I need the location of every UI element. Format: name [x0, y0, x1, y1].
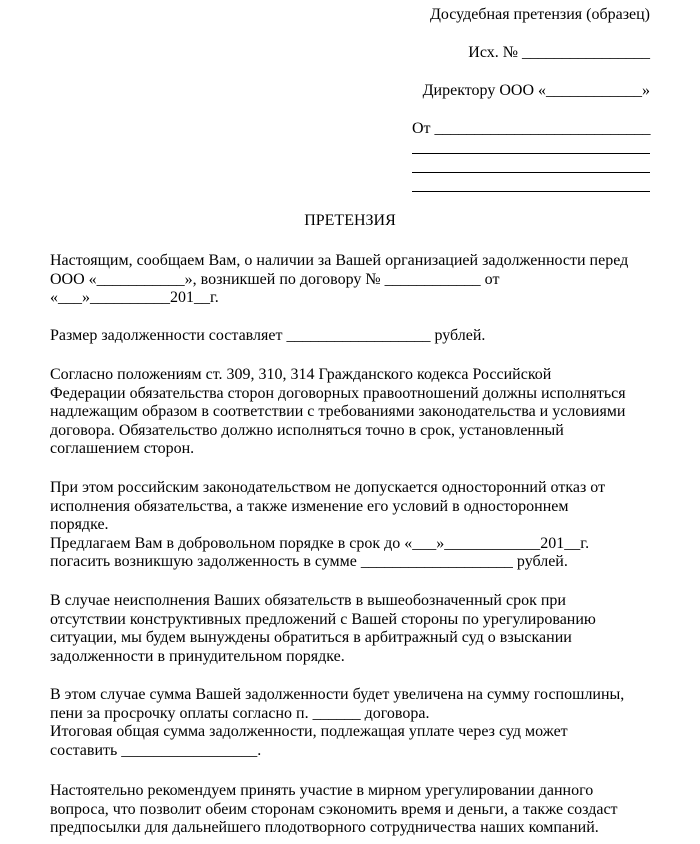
debt-notice-paragraph: [50, 252, 660, 308]
text-line: Федерации обязательства сторон договорных правоотношений должны исполняться: [50, 384, 626, 402]
text-line: порядке.: [50, 516, 109, 533]
outgoing-number-field: Исх. № ________________: [468, 44, 650, 61]
text-line: Предлагаем Вам в добровольном порядке в срок до «___»____________201__г.: [50, 534, 590, 552]
court-warning-paragraph: [50, 592, 660, 666]
total-amount-paragraph: [50, 686, 660, 760]
debt-amount-paragraph: [50, 327, 660, 346]
text-line: вопроса, что позволит обеим сторонам сэкономить время и деньги, а также создаст: [50, 800, 618, 818]
text-line: надлежащим образом в соответствии с требованиями законодательства и условиями: [50, 403, 626, 420]
text-line: Согласно положениям ст. 309, 310, 314 Гражданского кодекса Российской: [50, 366, 552, 383]
document-title: ПРЕТЕНЗИЯ: [304, 212, 396, 229]
text-line: Размер задолженности составляет __________________ рублей.: [50, 327, 486, 344]
text-line: пени за просрочку оплаты согласно п. ______ договора.: [50, 704, 430, 722]
text-line: ООО «___________», возникшей по договору № ____________ от: [50, 270, 500, 288]
payment-offer-paragraph: [50, 479, 660, 572]
text-line: составить _________________.: [50, 741, 262, 759]
text-line: исполнения обязательства, а также изменение его условий в одностороннем: [50, 497, 569, 515]
legal-basis-paragraph: [50, 366, 660, 459]
text-line: задолженности в принудительном порядке.: [50, 647, 345, 665]
text-line: отсутствии конструктивных предложений с Вашей стороны по урегулированию: [50, 610, 596, 628]
text-line: В этом случае сумма Вашей задолженности будет увеличена на сумму госпошлины,: [50, 686, 625, 703]
text-line: предпосылки для дальнейшего плодотворного сотрудничества наших компаний.: [50, 819, 599, 836]
sender-blank-line: [412, 153, 650, 154]
text-line: погасить возникшую задолженность в сумме ___________________ рублей.: [50, 553, 568, 570]
sender-blank-line: [412, 172, 650, 173]
text-line: В случае неисполнения Ваших обязательств в вышеобозначенный срок при: [50, 592, 566, 609]
text-line: Итоговая общая сумма задолженности, подлежащая уплате через суд может: [50, 723, 568, 740]
sender-from-line: От ___________________________: [412, 120, 651, 137]
addressee-line: Директору ООО «____________»: [422, 82, 650, 99]
text-line: Настоятельно рекомендуем принять участие в мирном урегулировании данного: [50, 782, 594, 799]
text-line: Настоящим, сообщаем Вам, о наличии за Вашей организацией задолженности перед: [50, 252, 629, 269]
sender-blank-line: [412, 191, 650, 192]
text-line: «___»__________201__г.: [50, 289, 219, 306]
text-line: соглашением сторон.: [50, 440, 195, 457]
document-type-label: Досудебная претензия (образец): [429, 6, 650, 23]
text-line: ситуации, мы будем вынуждены обратиться в арбитражный суд о взыскании: [50, 629, 572, 646]
settlement-recommendation-paragraph: [50, 782, 660, 838]
text-line: При этом российским законодательством не допускается односторонний отказ от: [50, 479, 606, 496]
text-line: договора. Обязательство должно исполняться точно в срок, установленный: [50, 421, 564, 439]
